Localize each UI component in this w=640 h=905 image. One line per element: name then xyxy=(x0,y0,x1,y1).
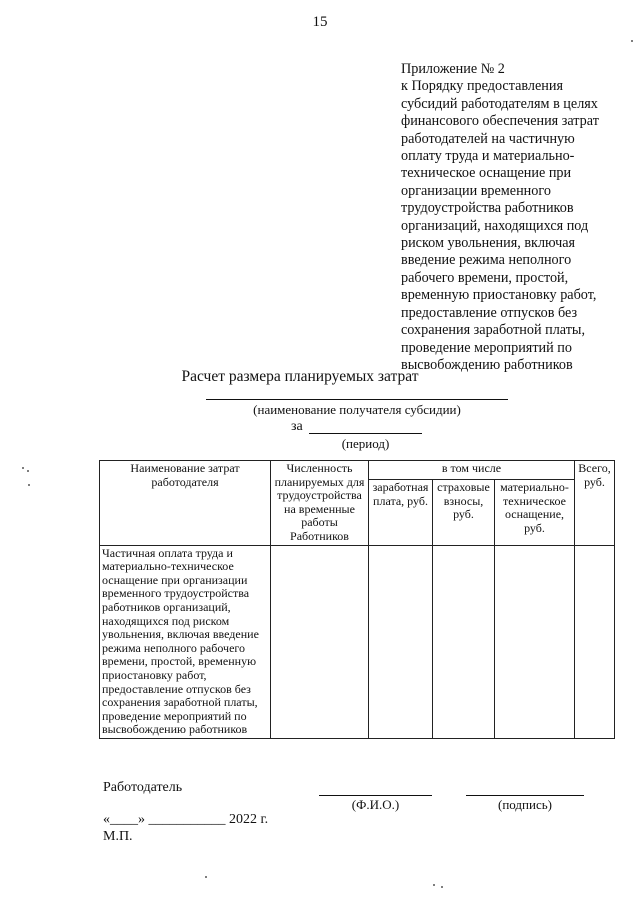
appendix-line: трудоустройства работников xyxy=(401,200,574,217)
appendix-block xyxy=(401,61,626,374)
period-caption: (период) xyxy=(341,436,390,451)
cell-insurance xyxy=(433,545,495,738)
scan-speck xyxy=(441,886,443,888)
employer-label: Работодатель xyxy=(103,780,183,795)
cell-headcount xyxy=(271,545,369,738)
header-headcount: Численность планируемых для трудоустройства на временные работы Работников xyxy=(271,461,369,546)
appendix-line: организаций, находящихся под xyxy=(401,217,589,234)
table-header-row xyxy=(100,461,615,480)
header-material: материально-техническое оснащение, руб. xyxy=(495,479,575,545)
appendix-line: сохранения заработной платы, xyxy=(401,322,585,339)
appendix-line: предоставление отпусков без xyxy=(401,304,578,321)
row-label: Частичная оплата труда и материально-техническое оснащение при организации временного трудоустройства работников организаций, находящихся под риском увольнения, включая введение режима неполного рабочего времени, простой, временную приостановку работ, предоставление отпусков без сохранения заработной платы, проведение мероприятий по высвобождению работников xyxy=(100,545,271,738)
cost-table xyxy=(99,460,615,739)
appendix-line: Приложение № 2 xyxy=(401,61,505,77)
period-line xyxy=(309,433,422,434)
appendix-line: организации временного xyxy=(401,182,551,199)
recipient-line xyxy=(206,399,508,400)
appendix-line: финансового обеспечения затрат xyxy=(401,113,599,130)
fio-caption: (Ф.И.О.) xyxy=(351,797,400,812)
recipient-caption: (наименование получателя субсидии) xyxy=(253,402,461,417)
appendix-line: временную приостановку работ, xyxy=(401,287,597,304)
period-prefix: за xyxy=(291,419,303,434)
appendix-line: рабочего времени, простой, xyxy=(401,269,569,286)
signature-caption: (подпись) xyxy=(498,797,552,812)
signature-line xyxy=(466,795,584,796)
header-insurance: страховые взносы, руб. xyxy=(433,479,495,545)
scan-speck xyxy=(28,484,30,486)
appendix-line: проведение мероприятий по xyxy=(401,339,572,356)
scan-speck xyxy=(22,467,24,469)
appendix-line: риском увольнения, включая xyxy=(401,235,576,252)
header-including: в том числе xyxy=(369,461,575,480)
cell-material xyxy=(495,545,575,738)
stamp-label: М.П. xyxy=(103,829,133,844)
fio-line xyxy=(319,795,432,796)
appendix-line: к Порядку предоставления xyxy=(401,78,563,95)
appendix-line: оплату труда и материально- xyxy=(401,148,575,165)
date-line: «____» ___________ 2022 г. xyxy=(103,812,269,827)
page-number: 15 xyxy=(312,14,328,30)
header-total: Всего, руб. xyxy=(575,461,615,546)
header-cost-name: Наименование затрат работодателя xyxy=(100,461,271,546)
appendix-line: высвобождению работников xyxy=(401,356,573,373)
cell-wages xyxy=(369,545,433,738)
scan-speck xyxy=(205,876,207,878)
appendix-line: субсидий работодателям в целях xyxy=(401,95,598,112)
header-wages: заработная плата, руб. xyxy=(369,479,433,545)
scan-speck xyxy=(27,470,29,472)
scan-speck xyxy=(433,884,435,886)
scan-speck xyxy=(631,40,633,42)
appendix-line: техническое оснащение при xyxy=(401,165,572,182)
cell-total xyxy=(575,545,615,738)
table-row xyxy=(100,545,615,738)
appendix-line: введение режима неполного xyxy=(401,252,572,269)
appendix-line: работодателей на частичную xyxy=(401,130,575,147)
document-title: Расчет размера планируемых затрат xyxy=(181,368,419,385)
